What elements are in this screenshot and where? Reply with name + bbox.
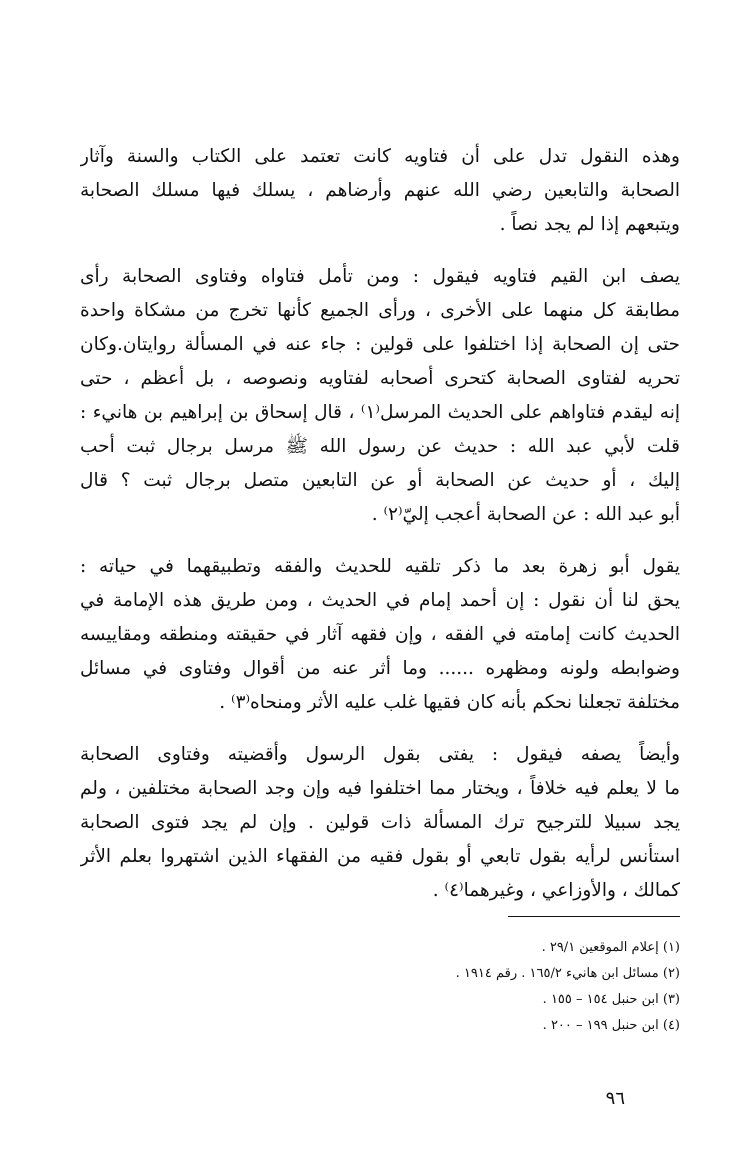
text-line: كمالك ، والأوزاعي ، وغيرهما⁽٤⁾ . (432, 880, 680, 901)
page-number: ٩٦ (605, 1088, 625, 1109)
text-line: وضوابطه ولونه ومظهره ...... وما أثر عنه من أقوال وفتاوى في مسائل (80, 658, 680, 679)
text-line: وأيضاً يصفه فيقول : يفتى بقول الرسول وأقضيته وفتاوى الصحابة (80, 744, 680, 765)
footnote-4: (٤) ابن حنبل ١٩٩ – ٢٠٠ . (542, 1018, 680, 1033)
text-line: استأنس لرأيه بقول تابعي أو بقول فقيه من الفقهاء الذين اشتهروا بعلم الأثر (80, 846, 680, 867)
text-line: ما لا يعلم فيه خلافاً ، ويختار مما اختلفوا فيه وإن وجد الصحابة مختلفين ، ولم (80, 778, 680, 799)
paragraph-4 (80, 738, 680, 908)
text-line: أبو عبد الله : عن الصحابة أعجب إليّ⁽٢⁾ . (371, 504, 680, 525)
text-line: إليك ، أو حديث عن الصحابة أو عن التابعين متصل برجال ثبت ؟ قال (80, 470, 680, 491)
text-line: يقول أبو زهرة بعد ما ذكر تلقيه للحديث والفقه وتطبيقهما في حياته : (80, 556, 680, 577)
text-line: وهذه النقول تدل على أن فتاويه كانت تعتمد على الكتاب والسنة وآثار (80, 146, 680, 167)
paragraph-2 (80, 260, 680, 532)
text-line: الصحابة والتابعين رضي الله عنهم وأرضاهم ، يسلك فيها مسلك الصحابة (80, 180, 680, 201)
footnotes (80, 935, 680, 1039)
footnote-1: (١) إعلام الموقعين ٢٩/١ . (541, 940, 680, 955)
text-line: ويتبعهم إذا لم يجد نصاً . (499, 214, 680, 235)
text-line: مختلفة تجعلنا نحكم بأنه كان فقيها غلب عليه الأثر ومنحاه⁽٣⁾ . (219, 692, 680, 713)
text-line: تحريه لفتاوى الصحابة كتحرى أصحابه لفتاويه ونصوصه ، بل أعظم ، حتى (80, 368, 680, 389)
text-line: حتى إن الصحابة إذا اختلفوا على قولين : جاء عنه في المسألة روايتان.وكان (80, 334, 680, 355)
text-line: الحديث كانت إمامته في الفقه ، وإن فقهه آثار في حقيقته ومنطقه ومقاييسه (80, 624, 680, 645)
text-line: يصف ابن القيم فتاويه فيقول : ومن تأمل فتاواه وفتاوى الصحابة رأى (80, 266, 680, 287)
footnote-3: (٣) ابن حنبل ١٥٤ – ١٥٥ . (542, 992, 680, 1007)
text-line: مطابقة كل منهما على الأخرى ، ورأى الجميع كأنها تخرج من مشكاة واحدة (80, 300, 680, 321)
footnote-divider (508, 916, 680, 917)
footnote-2: (٢) مسائل ابن هانيء ١٦٥/٢ . رقم ١٩١٤ . (455, 966, 680, 981)
text-line: قلت لأبي عبد الله : حديث عن رسول الله ﷺ مرسل برجال ثبت أحب (80, 436, 680, 457)
body-text (80, 140, 680, 926)
paragraph-3 (80, 550, 680, 720)
text-line: إنه ليقدم فتاواهم على الحديث المرسل⁽١⁾ ، قال إسحاق بن إبراهيم بن هانيء : (80, 402, 680, 423)
text-line: يحق لنا أن نقول : إن أحمد إمام في الحديث ، ومن طريق هذه الإمامة في (80, 590, 680, 611)
paragraph-1 (80, 140, 680, 242)
text-line: يجد سبيلا للترجيح ترك المسألة ذات قولين . وإن لم يجد فتوى الصحابة (80, 812, 680, 833)
